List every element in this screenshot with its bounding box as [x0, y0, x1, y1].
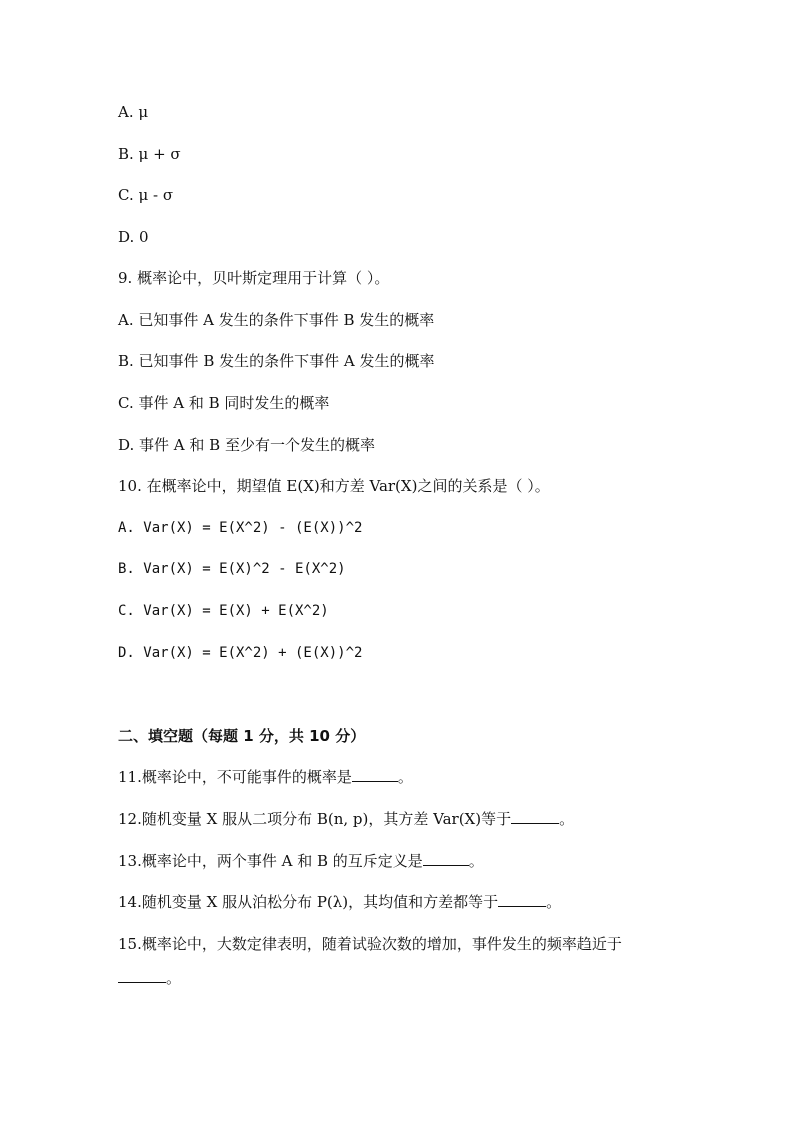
q12 [118, 809, 574, 829]
q14-answer-blank [498, 892, 546, 907]
q13-answer-blank [423, 851, 469, 866]
q8-option-a: A. μ [118, 103, 149, 121]
q14 [118, 892, 561, 912]
q11 [118, 767, 413, 787]
q11-text: 11.概率论中，不可能事件的概率是 [118, 768, 352, 786]
q9-option-b: B. 已知事件 B 发生的条件下事件 A 发生的概率 [118, 352, 435, 370]
q9-option-d: D. 事件 A 和 B 至少有一个发生的概率 [118, 436, 375, 454]
q13-text: 13.概率论中，两个事件 A 和 B 的互斥定义是 [118, 852, 423, 870]
q9-stem: 9. 概率论中，贝叶斯定理用于计算（ ）。 [118, 269, 390, 287]
q12-answer-blank [511, 809, 559, 824]
q12-end: 。 [559, 810, 575, 828]
q11-answer-blank [352, 767, 398, 782]
q15-line-1: 15.概率论中，大数定律表明，随着试验次数的增加，事件发生的频率趋近于 [118, 935, 622, 953]
section-heading-fill-in: 二、填空题（每题 1 分，共 10 分） [118, 727, 366, 745]
q10-stem: 10. 在概率论中，期望值 E(X)和方差 Var(X)之间的关系是（ ）。 [118, 477, 550, 495]
q8-option-b: B. μ + σ [118, 145, 181, 163]
q8-option-d: D. 0 [118, 228, 149, 246]
q10-option-c: C. Var(X) = E(X) + E(X^2) [118, 603, 329, 619]
q15-answer-blank [118, 968, 166, 983]
q11-end: 。 [397, 768, 413, 786]
q10-option-d: D. Var(X) = E(X^2) + (E(X))^2 [118, 645, 363, 661]
q15-end: 。 [166, 969, 182, 987]
q10-option-a: A. Var(X) = E(X^2) - (E(X))^2 [118, 520, 363, 536]
q13-end: 。 [468, 852, 484, 870]
q9-option-c: C. 事件 A 和 B 同时发生的概率 [118, 394, 330, 412]
q12-text: 12.随机变量 X 服从二项分布 B(n, p)，其方差 Var(X)等于 [118, 810, 512, 828]
q15-line-2 [118, 968, 181, 988]
q10-option-b: B. Var(X) = E(X)^2 - E(X^2) [118, 561, 346, 577]
q9-option-a: A. 已知事件 A 发生的条件下事件 B 发生的概率 [118, 311, 435, 329]
q14-end: 。 [546, 893, 562, 911]
q8-option-c: C. μ - σ [118, 186, 174, 204]
q13 [118, 851, 484, 871]
q14-text: 14.随机变量 X 服从泊松分布 P(λ)，其均值和方差都等于 [118, 893, 499, 911]
